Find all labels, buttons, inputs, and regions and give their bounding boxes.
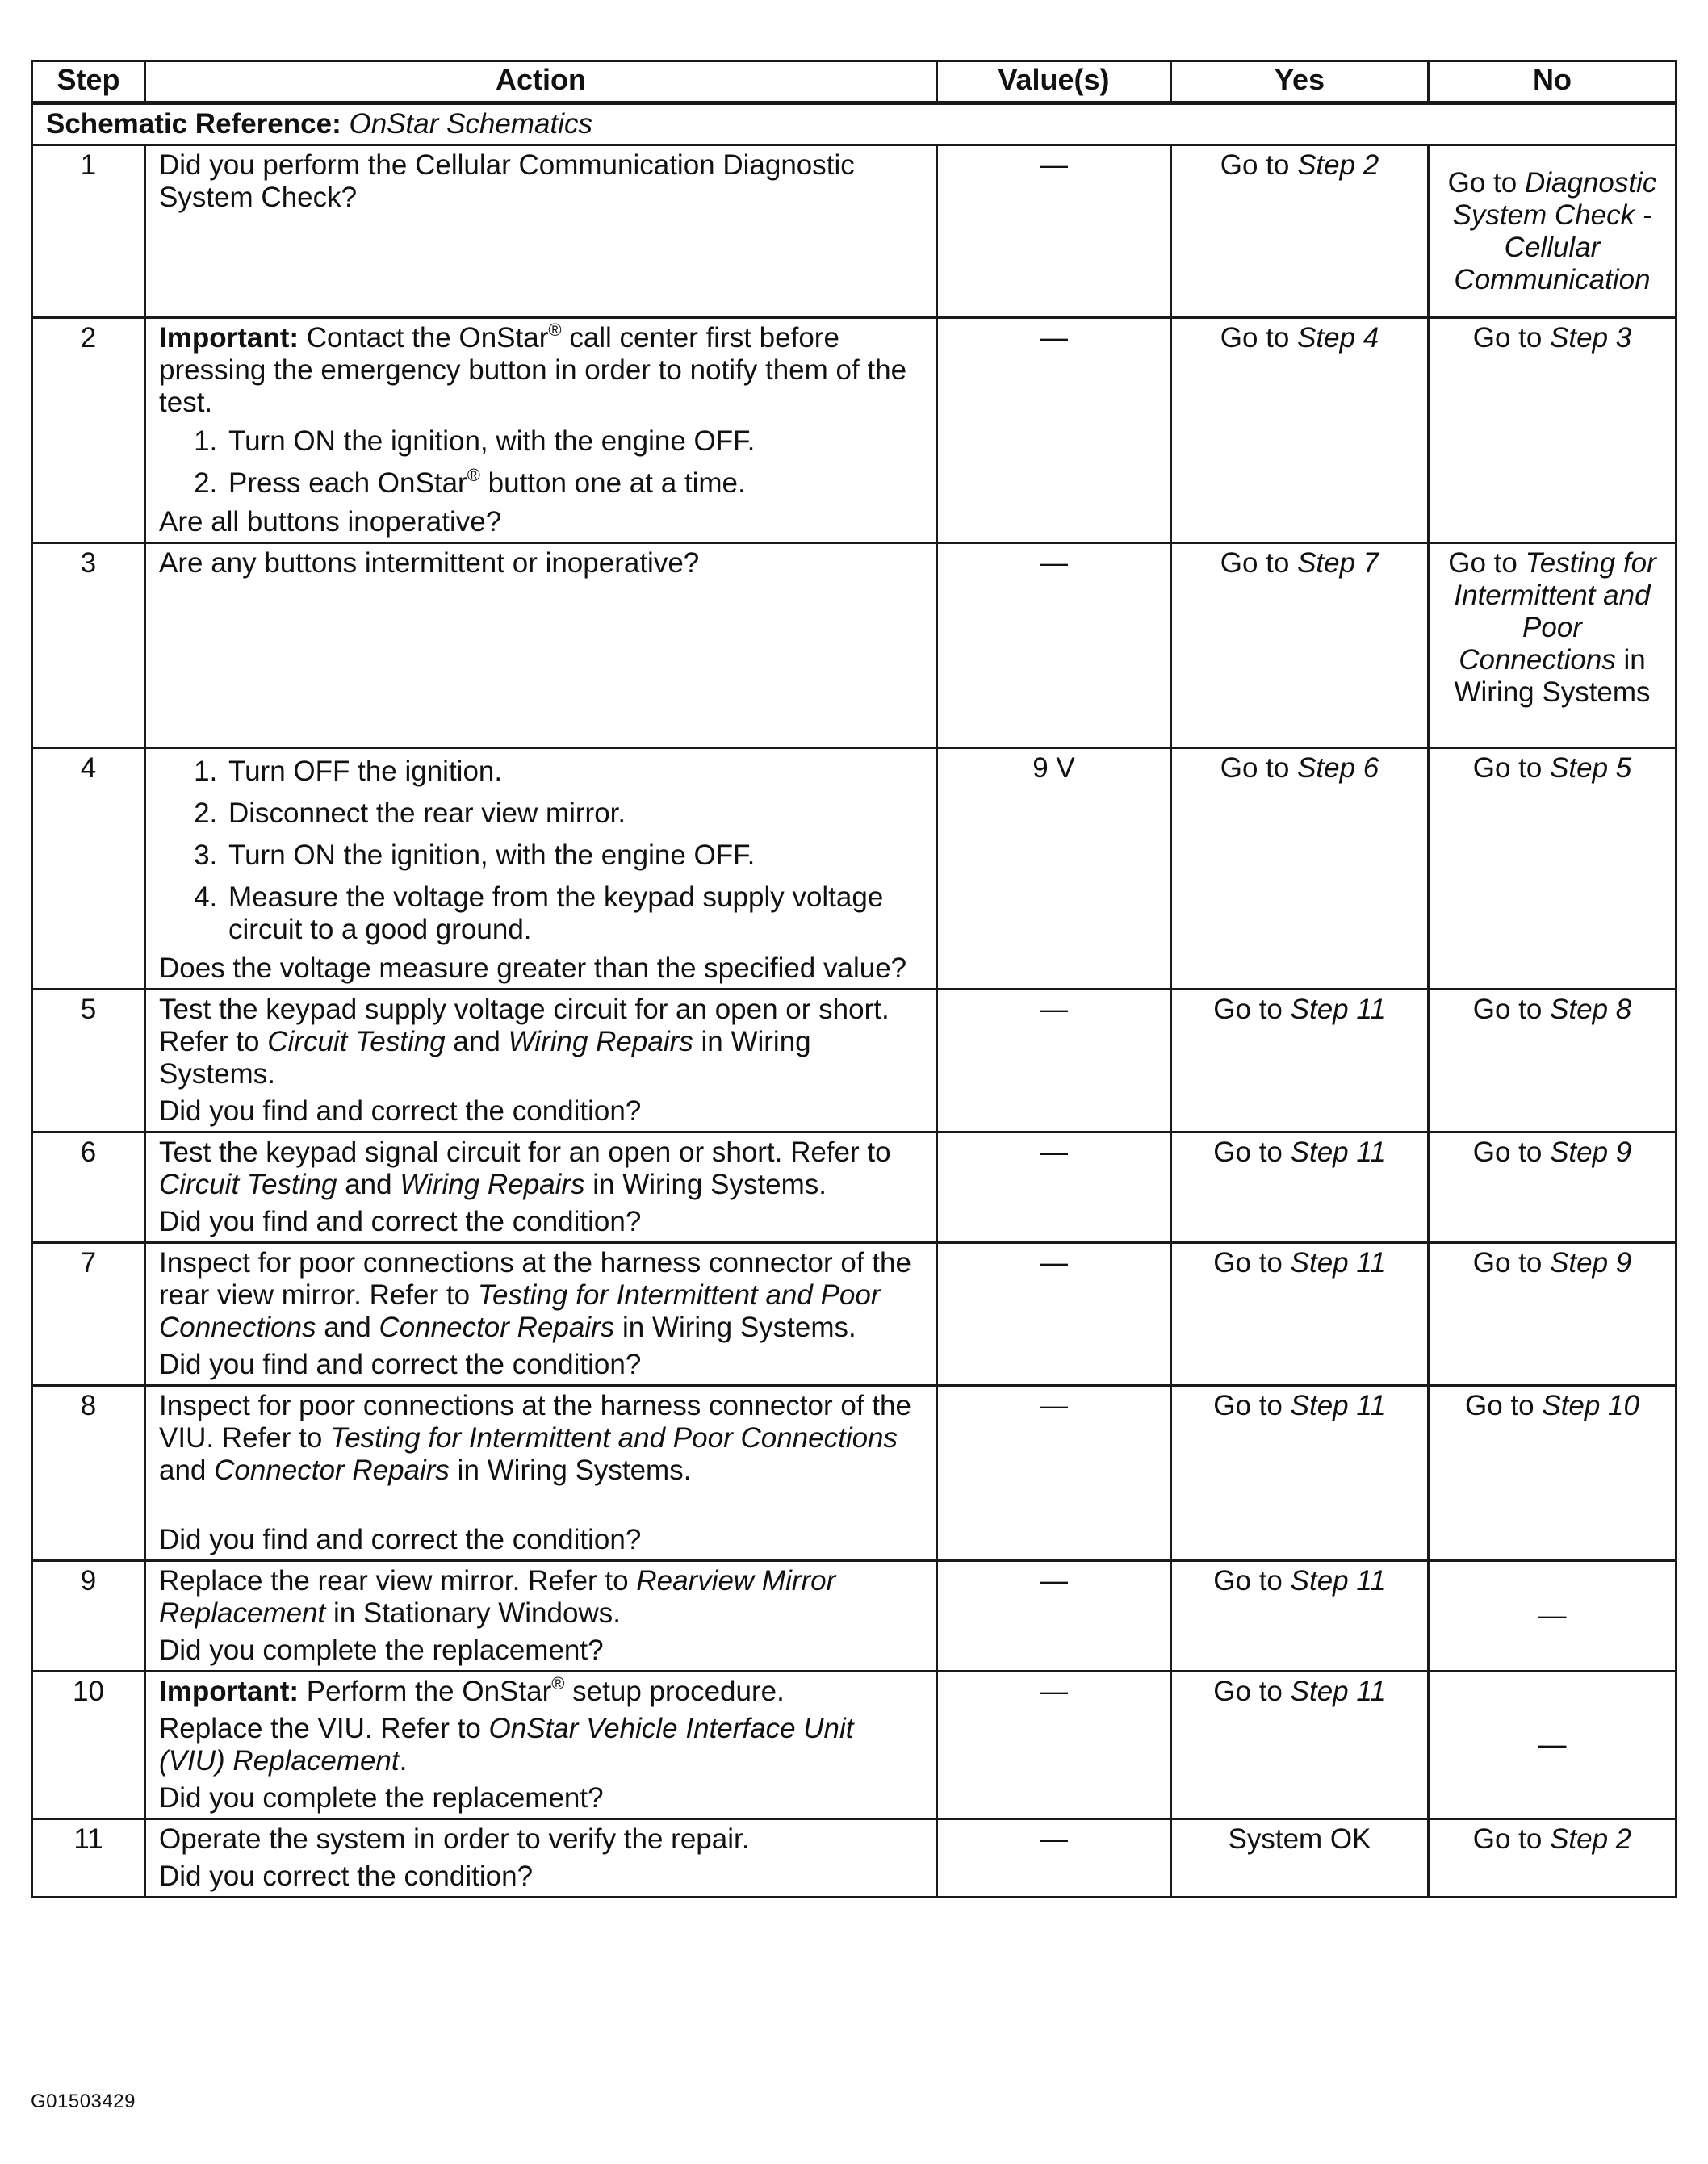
yes-cell: Go to Step 11 — [1171, 1132, 1429, 1243]
header-step: Step — [32, 61, 145, 103]
no-cell: Go to Step 9 — [1429, 1243, 1677, 1386]
action-text: Replace the rear view mirror. Refer to Rearview Mirror Replacement in Stationary Windows. — [159, 1565, 836, 1629]
step-link: Step 3 — [1550, 322, 1632, 354]
step-number: 8 — [32, 1386, 145, 1561]
action-question: Did you find and correct the condition? — [159, 1095, 642, 1127]
action-cell — [145, 990, 937, 1132]
step-number: 1 — [32, 145, 145, 318]
value-cell: — — [937, 1132, 1171, 1243]
diagnostic-link: Diagnostic System Check - Cellular Communication — [1452, 166, 1657, 295]
no-cell: Go to Step 8 — [1429, 990, 1677, 1132]
important-note: Important: Contact the OnStar® call center first before pressing the emergency button in order to notify them of the test. — [159, 320, 907, 418]
value-cell: — — [937, 1243, 1171, 1386]
action-question: Are all buttons inoperative? — [159, 506, 502, 538]
list-item: 1. Turn ON the ignition, with the engine OFF. — [225, 425, 923, 458]
table-row — [32, 1561, 1677, 1672]
step-number: 6 — [32, 1132, 145, 1243]
step-link: Step 7 — [1297, 547, 1379, 579]
schematic-link: OnStar Schematics — [349, 108, 592, 140]
step-link: Step 11 — [1290, 1676, 1386, 1707]
no-cell: Go to Step 10 — [1429, 1386, 1677, 1561]
no-cell: Go to Step 3 — [1429, 318, 1677, 543]
schematic-label: Schematic Reference: — [46, 108, 341, 140]
step-link: Step 8 — [1550, 994, 1632, 1025]
schematic-row — [32, 103, 1677, 145]
list-item: 2. Press each OnStar® button one at a time. — [225, 467, 923, 500]
action-question: Did you find and correct the condition? — [159, 1206, 642, 1237]
yes-cell: Go to Step 11 — [1171, 1561, 1429, 1672]
step-number: 2 — [32, 318, 145, 543]
table-row — [32, 1243, 1677, 1386]
yes-cell: Go to Step 6 — [1171, 748, 1429, 990]
step-link: Step 11 — [1290, 1565, 1386, 1597]
action-cell — [145, 748, 937, 990]
list-item: 1. Turn OFF the ignition. — [225, 756, 923, 788]
step-link: Step 11 — [1290, 994, 1386, 1025]
step-number: 5 — [32, 990, 145, 1132]
step-number: 3 — [32, 543, 145, 748]
step-link: Step 2 — [1297, 149, 1379, 181]
value-cell: 9 V — [937, 748, 1171, 990]
table-row — [32, 990, 1677, 1132]
value-cell: — — [937, 1672, 1171, 1819]
table-row — [32, 1132, 1677, 1243]
yes-cell: Go to Step 11 — [1171, 1243, 1429, 1386]
no-cell: — — [1429, 1672, 1677, 1819]
step-number: 10 — [32, 1672, 145, 1819]
schematic-reference — [32, 103, 1677, 145]
instruction-list — [159, 756, 923, 946]
action-text: Inspect for poor connections at the harness connector of the rear view mirror. Refer to Testing for Intermittent and Poor Connections and Connector Repairs in Wiring Systems. — [159, 1247, 911, 1343]
list-item: 3. Turn ON the ignition, with the engine OFF. — [225, 839, 923, 872]
action-question: Did you complete the replacement? — [159, 1782, 604, 1814]
table-row — [32, 1819, 1677, 1898]
important-note: Important: Perform the OnStar® setup procedure. — [159, 1673, 785, 1707]
step-number: 11 — [32, 1819, 145, 1898]
no-cell: Go to Step 9 — [1429, 1132, 1677, 1243]
no-cell: — — [1429, 1561, 1677, 1672]
action-cell — [145, 1386, 937, 1561]
yes-cell: Go to Step 4 — [1171, 318, 1429, 543]
table-row — [32, 748, 1677, 990]
step-number: 9 — [32, 1561, 145, 1672]
value-cell: — — [937, 543, 1171, 748]
step-number: 4 — [32, 748, 145, 990]
action-cell — [145, 1819, 937, 1898]
action-cell — [145, 1243, 937, 1386]
action-cell — [145, 145, 937, 318]
header-row — [32, 61, 1677, 103]
action-question: Does the voltage measure greater than the specified value? — [159, 952, 907, 984]
table-row — [32, 318, 1677, 543]
no-cell: Go to Step 5 — [1429, 748, 1677, 990]
action-text: Replace the VIU. Refer to OnStar Vehicle Interface Unit (VIU) Replacement. — [159, 1713, 854, 1777]
spacer — [159, 1487, 923, 1519]
value-cell: — — [937, 145, 1171, 318]
action-text: Inspect for poor connections at the harness connector of the VIU. Refer to Testing for Intermittent and Poor Connections and Connector Repairs in Wiring Systems. — [159, 1390, 911, 1486]
list-item: 4. Measure the voltage from the keypad supply voltage circuit to a good ground. — [225, 881, 923, 946]
value-cell: — — [937, 1561, 1171, 1672]
step-link: Step 11 — [1290, 1247, 1386, 1279]
testing-link: Testing for Intermittent and Poor Connections — [1454, 547, 1656, 676]
diagnostic-table — [31, 60, 1677, 1898]
action-question: Did you find and correct the condition? — [159, 1349, 642, 1380]
yes-cell: System OK — [1171, 1819, 1429, 1898]
header-yes: Yes — [1171, 61, 1429, 103]
action-text: Test the keypad supply voltage circuit for an open or short. Refer to Circuit Testing and Wiring Repairs in Wiring Systems. — [159, 994, 890, 1090]
no-cell: Go to Testing for Intermittent and Poor Connections in Wiring Systems — [1429, 543, 1677, 748]
yes-cell: Go to Step 11 — [1171, 1672, 1429, 1819]
action-question: Did you perform the Cellular Communication Diagnostic System Check? — [159, 149, 855, 213]
value-cell: — — [937, 990, 1171, 1132]
action-question: Did you complete the replacement? — [159, 1635, 604, 1666]
no-cell: Go to Diagnostic System Check - Cellular Communication — [1429, 145, 1677, 318]
step-link: Step 6 — [1297, 752, 1379, 784]
step-number: 7 — [32, 1243, 145, 1386]
action-question: Did you correct the condition? — [159, 1861, 534, 1892]
no-cell: Go to Step 2 — [1429, 1819, 1677, 1898]
list-item: 2. Disconnect the rear view mirror. — [225, 797, 923, 830]
table-row — [32, 543, 1677, 748]
yes-cell: Go to Step 11 — [1171, 990, 1429, 1132]
action-cell — [145, 1561, 937, 1672]
value-cell: — — [937, 1819, 1171, 1898]
figure-id: G01503429 — [31, 2091, 136, 2112]
table-row — [32, 1386, 1677, 1561]
step-link: Step 10 — [1542, 1390, 1639, 1421]
step-link: Step 9 — [1550, 1136, 1632, 1168]
action-cell — [145, 1132, 937, 1243]
action-cell — [145, 543, 937, 748]
yes-cell: Go to Step 2 — [1171, 145, 1429, 318]
action-question: Did you find and correct the condition? — [159, 1524, 642, 1555]
step-link: Step 11 — [1290, 1390, 1386, 1421]
value-cell: — — [937, 318, 1171, 543]
header-values: Value(s) — [937, 61, 1171, 103]
header-no: No — [1429, 61, 1677, 103]
yes-cell: Go to Step 7 — [1171, 543, 1429, 748]
action-text: Operate the system in order to verify the repair. — [159, 1823, 750, 1855]
table-row — [32, 1672, 1677, 1819]
step-link: Step 5 — [1550, 752, 1632, 784]
instruction-list — [159, 425, 923, 500]
value-cell: — — [937, 1386, 1171, 1561]
action-cell — [145, 318, 937, 543]
step-link: Step 2 — [1550, 1823, 1632, 1855]
step-link: Step 9 — [1550, 1247, 1632, 1279]
action-text: Test the keypad signal circuit for an open or short. Refer to Circuit Testing and Wiring Repairs in Wiring Systems. — [159, 1136, 891, 1200]
action-question: Are any buttons intermittent or inoperative? — [159, 547, 700, 579]
step-link: Step 4 — [1297, 322, 1379, 354]
header-action: Action — [145, 61, 937, 103]
action-cell — [145, 1672, 937, 1819]
yes-cell: Go to Step 11 — [1171, 1386, 1429, 1561]
table-row — [32, 145, 1677, 318]
step-link: Step 11 — [1290, 1136, 1386, 1168]
